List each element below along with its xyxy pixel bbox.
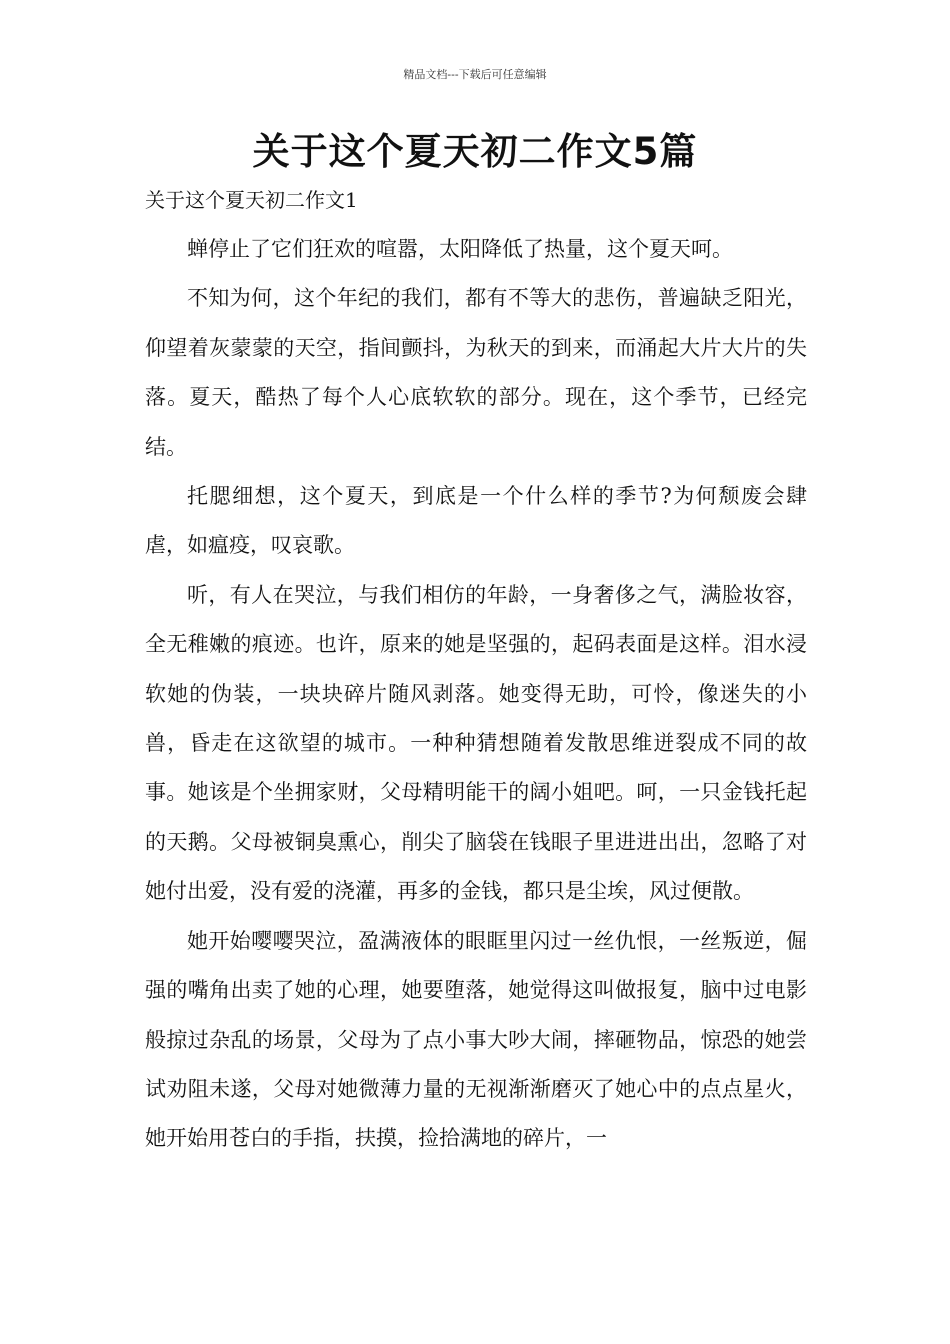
header-note: 精品文档---下载后可任意编辑 <box>403 68 547 81</box>
essay-body <box>145 225 807 1164</box>
paragraph: 蝉停止了它们狂欢的喧嚣，太阳降低了热量，这个夏天呵。 <box>187 237 733 261</box>
paragraph: 听，有人在哭泣，与我们相仿的年龄，一身奢侈之气，满脸妆容，全无稚嫩的痕迹。也许，原来的她是坚强的，起码表面是这样。泪水浸软她的伪装，一块块碎片随风剥落。她变得无助，可怜，像迷失的小兽，昏走在这欲望的城市。一种种猜想随着发散思维迸裂成不同的故事。她该是个坐拥家财，父母精明能干的阔小姐吧。呵，一只金钱托起的天鹅。父母被铜臭熏心，削尖了脑袋在钱眼子里进进出出，忽略了对她付出爱，没有爱的浇灌，再多的金钱，都只是尘埃，风过便散。 <box>145 582 807 904</box>
paragraph: 托腮细想，这个夏天，到底是一个什么样的季节?为何颓废会肆虐，如瘟疫，叹哀歌。 <box>145 484 807 558</box>
paragraph: 不知为何，这个年纪的我们，都有不等大的悲伤，普遍缺乏阳光，仰望着灰蒙蒙的天空，指间颤抖，为秋天的到来，而涌起大片大片的失落。夏天，酷热了每个人心底软软的部分。现在，这个季节，已经完结。 <box>145 286 807 459</box>
document-title: 关于这个夏天初二作文5篇 <box>252 130 698 173</box>
paragraph: 她开始嘤嘤哭泣，盈满液体的眼眶里闪过一丝仇恨，一丝叛逆，倔强的嘴角出卖了她的心理，她要堕落，她觉得这叫做报复，脑中过电影般掠过杂乱的场景，父母为了点小事大吵大闹，摔砸物品，惊恐的她尝试劝阻未遂，父母对她微薄力量的无视渐渐磨灭了她心中的点点星火，她开始用苍白的手指，扶摸，捡拾满地的碎片，一 <box>145 928 807 1151</box>
essay-subtitle: 关于这个夏天初二作文1 <box>145 188 358 212</box>
